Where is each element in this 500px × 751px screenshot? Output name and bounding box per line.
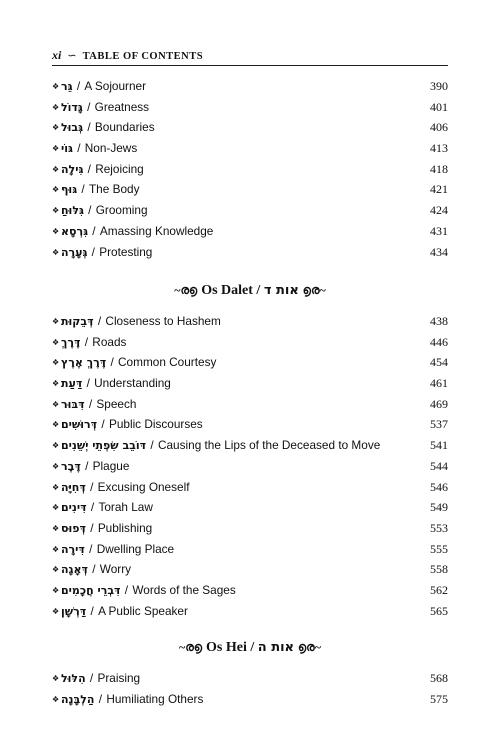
- entry-english: Dwelling Place: [96, 541, 175, 556]
- entry-page-number: 446: [430, 334, 448, 349]
- entry-english: Rejoicing: [95, 161, 144, 176]
- entry-separator: /: [98, 417, 108, 432]
- entry-hebrew: גּוֹי: [61, 142, 73, 156]
- bullet-diamond-icon: ❖: [52, 585, 60, 595]
- bullet-diamond-icon: ❖: [52, 694, 60, 704]
- ornament-right-icon: ൭ര~: [302, 283, 326, 297]
- entry-english: Torah Law: [98, 500, 153, 515]
- ornament-right-icon: ൭ര~: [298, 640, 321, 654]
- entry-separator: /: [81, 334, 92, 349]
- entry-page-number: 562: [430, 582, 448, 597]
- entry-hebrew: הַלְבָּנָה: [61, 692, 95, 706]
- entry-page-number: 568: [430, 671, 448, 685]
- entry-page-number: 544: [430, 458, 448, 473]
- entry-hebrew: דֶּבֶר: [61, 459, 81, 473]
- entry-separator: /: [87, 500, 98, 515]
- toc-entry: [52, 414, 448, 435]
- entry-hebrew: גֵּר: [61, 80, 73, 93]
- entry-hebrew: דֶּרֶךְ: [61, 335, 81, 349]
- entry-separator: /: [95, 691, 106, 706]
- toc-entry: [52, 159, 448, 180]
- entry-separator: /: [84, 161, 95, 176]
- entry-page-number: 537: [430, 417, 448, 432]
- bullet-diamond-icon: ❖: [52, 102, 60, 112]
- entry-hebrew: גְּעָרָה: [61, 245, 88, 259]
- entry-page-number: 434: [430, 244, 448, 259]
- bullet-diamond-icon: ❖: [52, 358, 60, 368]
- entry-english: Roads: [92, 334, 127, 349]
- toc-entry: [52, 138, 448, 159]
- entry-english: Speech: [96, 396, 137, 411]
- bullet-diamond-icon: ❖: [52, 503, 60, 513]
- entry-hebrew: דְּפוּס: [61, 521, 86, 535]
- toc-entry: [52, 689, 448, 710]
- bullet-diamond-icon: ❖: [52, 441, 60, 451]
- toc-entry: [52, 668, 448, 689]
- entry-separator: /: [81, 458, 92, 473]
- entry-page-number: 431: [430, 223, 448, 238]
- bullet-diamond-icon: ❖: [52, 206, 60, 216]
- entry-separator: /: [121, 582, 132, 597]
- entry-hebrew: דִּבּוּר: [61, 397, 85, 411]
- bullet-diamond-icon: ❖: [52, 523, 60, 533]
- toc-entry: [52, 539, 448, 560]
- toc-entry: [52, 435, 448, 456]
- bullet-diamond-icon: ❖: [52, 544, 60, 554]
- entry-english: Public Discourses: [108, 417, 203, 432]
- entry-english: Closeness to Hashem: [105, 314, 221, 328]
- entry-hebrew: דִּירָה: [61, 542, 85, 556]
- toc-entry: [52, 518, 448, 539]
- entry-hebrew: דִּבְרֵי חֲכָמִים: [61, 583, 121, 597]
- entry-hebrew: גָּדוֹל: [61, 100, 83, 114]
- bullet-diamond-icon: ❖: [52, 606, 60, 616]
- toc-entry: [52, 394, 448, 415]
- toc-entry: [52, 311, 448, 332]
- bullet-diamond-icon: ❖: [52, 674, 60, 683]
- toc-entry: [52, 200, 448, 221]
- entry-separator: /: [83, 376, 94, 391]
- entry-hebrew: דַּרְשָׁן: [61, 604, 87, 618]
- entry-hebrew: הִלּוּל: [61, 672, 86, 685]
- entry-hebrew: גִּילָה: [61, 162, 84, 176]
- entry-separator: /: [86, 520, 97, 535]
- toc-entry: [52, 580, 448, 601]
- bullet-diamond-icon: ❖: [52, 247, 60, 257]
- running-header: [52, 48, 448, 64]
- entry-hebrew: גּוּף: [61, 183, 78, 197]
- entry-english: Worry: [99, 562, 132, 577]
- toc-entry: [52, 559, 448, 580]
- entry-hebrew: דְּאָגָה: [61, 563, 88, 577]
- toc-entry: [52, 477, 448, 498]
- entry-page-number: 565: [430, 603, 448, 618]
- bullet-diamond-icon: ❖: [52, 337, 60, 347]
- entry-separator: /: [147, 438, 157, 453]
- entry-separator: /: [89, 223, 99, 238]
- entry-hebrew: דְּרוּשִׁים: [61, 418, 98, 432]
- entry-separator: /: [86, 479, 97, 494]
- bullet-diamond-icon: ❖: [52, 226, 60, 236]
- section-heading-dalet: ~ര൭ Os Dalet / אות ד ൭ര~: [174, 283, 326, 298]
- bullet-diamond-icon: ❖: [52, 144, 60, 154]
- entry-separator: /: [107, 355, 118, 370]
- entry-separator: /: [85, 396, 96, 411]
- bullet-diamond-icon: ❖: [52, 123, 60, 133]
- entry-english: Praising: [97, 671, 141, 685]
- toc-section-dalet: [52, 311, 448, 621]
- entry-separator: /: [73, 79, 84, 93]
- entry-page-number: 549: [430, 500, 448, 515]
- toc-entry: [52, 76, 448, 97]
- entry-separator: /: [78, 182, 88, 197]
- toc-entry: [52, 373, 448, 394]
- bullet-diamond-icon: ❖: [52, 164, 60, 174]
- toc-entry: [52, 179, 448, 200]
- toc-entry: [52, 352, 448, 373]
- entry-hebrew: דְּבֵקוּת: [61, 315, 94, 328]
- entry-separator: /: [88, 244, 99, 259]
- toc-entry: [52, 601, 448, 622]
- toc-entry: [52, 497, 448, 518]
- bullet-diamond-icon: ❖: [52, 461, 60, 471]
- entry-page-number: 469: [430, 396, 448, 411]
- toc-entry: [52, 221, 448, 242]
- entry-english: Causing the Lips of the Deceased to Move: [157, 438, 381, 453]
- entry-english: A Sojourner: [84, 79, 147, 93]
- entry-english: A Public Speaker: [98, 603, 188, 618]
- swirl-ornament-icon: ∽: [67, 50, 77, 62]
- entry-english: Words of the Sages: [132, 582, 236, 597]
- entry-hebrew: דְּחִיָּה: [61, 480, 86, 494]
- entry-hebrew: דּוֹבֵב שִׂפְתֵי יְשֵׁנִים: [61, 439, 147, 453]
- entry-page-number: 401: [430, 99, 448, 114]
- entry-page-number: 418: [430, 161, 448, 176]
- entry-page-number: 553: [430, 520, 448, 535]
- entry-separator: /: [73, 141, 84, 156]
- entry-page-number: 413: [430, 141, 448, 156]
- entry-hebrew: גְּבוּל: [61, 121, 84, 135]
- entry-separator: /: [84, 120, 94, 135]
- entry-page-number: 406: [430, 120, 448, 135]
- entry-english: Grooming: [95, 203, 148, 218]
- entry-separator: /: [87, 603, 98, 618]
- bullet-diamond-icon: ❖: [52, 82, 60, 91]
- entry-page-number: 454: [430, 355, 448, 370]
- bullet-diamond-icon: ❖: [52, 565, 60, 575]
- page-number: xi: [52, 48, 62, 62]
- entry-page-number: 558: [430, 562, 448, 577]
- entry-separator: /: [88, 562, 99, 577]
- bullet-diamond-icon: ❖: [52, 317, 60, 326]
- entry-hebrew: דִּינִים: [61, 501, 87, 515]
- entry-hebrew: דֶּרֶךְ אֶרֶץ: [61, 356, 107, 370]
- entry-english: Amassing Knowledge: [99, 223, 214, 238]
- entry-separator: /: [84, 203, 95, 218]
- toc-entry: [52, 117, 448, 138]
- entry-english: Common Courtesy: [118, 355, 217, 370]
- entry-english: Publishing: [97, 520, 153, 535]
- toc-section-gimmel: [52, 76, 448, 262]
- entry-english: Protesting: [99, 244, 153, 259]
- bullet-diamond-icon: ❖: [52, 185, 60, 195]
- entry-separator: /: [86, 671, 97, 685]
- entry-english: Non-Jews: [84, 141, 138, 156]
- entry-hebrew: דַּעַת: [61, 377, 83, 391]
- entry-page-number: 541: [430, 438, 448, 453]
- header-rule: [52, 65, 448, 66]
- toc-entry: [52, 242, 448, 263]
- toc-entry: [52, 332, 448, 353]
- entry-page-number: 390: [430, 79, 448, 93]
- entry-page-number: 555: [430, 541, 448, 556]
- toc-section-hei: [52, 668, 448, 709]
- toc-entry: [52, 97, 448, 118]
- entry-page-number: 575: [430, 691, 448, 706]
- entry-english: Plague: [92, 458, 130, 473]
- entry-english: Boundaries: [94, 120, 155, 135]
- entry-separator: /: [85, 541, 96, 556]
- entry-separator: /: [83, 99, 94, 114]
- section-heading-hei: ~ര൭ Os Hei / אות ה ൭ര~: [179, 640, 321, 655]
- header-title: TABLE OF CONTENTS: [82, 51, 204, 62]
- bullet-diamond-icon: ❖: [52, 420, 60, 430]
- toc-entry: [52, 456, 448, 477]
- entry-page-number: 461: [430, 376, 448, 391]
- entry-english: Understanding: [94, 376, 171, 391]
- bullet-diamond-icon: ❖: [52, 399, 60, 409]
- bullet-diamond-icon: ❖: [52, 482, 60, 492]
- entry-english: The Body: [88, 182, 140, 197]
- entry-english: Excusing Oneself: [97, 479, 190, 494]
- entry-page-number: 546: [430, 479, 448, 494]
- entry-hebrew: גִּרְסָא: [61, 224, 89, 238]
- ornament-left-icon: ~ര൭: [174, 283, 198, 297]
- entry-english: Humiliating Others: [106, 691, 204, 706]
- entry-page-number: 438: [430, 314, 448, 328]
- entry-hebrew: גִּלּוּחַ: [61, 204, 84, 218]
- entry-page-number: 424: [430, 203, 448, 218]
- entry-page-number: 421: [430, 182, 448, 197]
- entry-separator: /: [94, 314, 105, 328]
- entry-english: Greatness: [94, 99, 150, 114]
- ornament-left-icon: ~ര൭: [179, 640, 202, 654]
- bullet-diamond-icon: ❖: [52, 379, 60, 389]
